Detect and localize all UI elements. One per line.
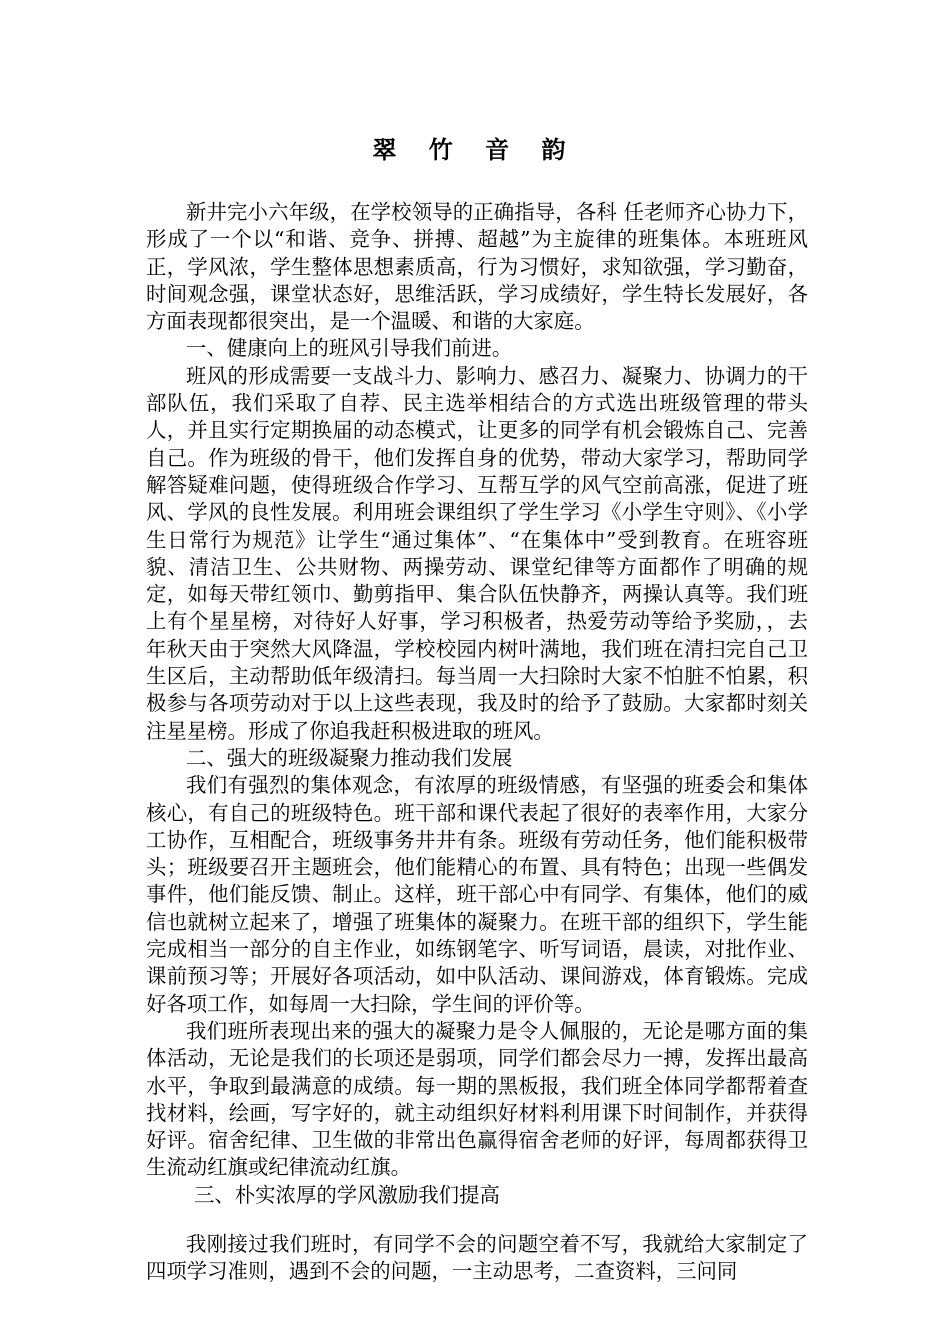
section-heading-1: 一、健康向上的班风引导我们前进。 xyxy=(186,336,513,361)
section-heading-3: 三、朴实浓厚的学风激励我们提高 xyxy=(194,1182,500,1207)
document-body xyxy=(146,199,808,1286)
intro-paragraph: 新井完小六年级，在学校领导的正确指导，各科 任老师齐心协力下，形成了一个以“和谐、竞争、拼搏、超越”为主旋律的班集体。本班班风正，学风浓，学生整体思想素质高，行为习惯好，求知欲强，学习勤奋，时间观念强，课堂状态好，思维活跃，学习成绩好，学生特长发展好，各方面表现都很突出，是一个温暖、和谐的大家庭。 xyxy=(146,200,808,334)
section-heading-2: 二、强大的班级凝聚力推动我们发展 xyxy=(186,745,513,770)
section-spacer xyxy=(146,1209,808,1231)
section-1-paragraph: 班风的形成需要一支战斗力、影响力、感召力、凝聚力、协调力的干部队伍，我们采取了自荐、民主选举相结合的方式选出班级管理的带头人，并且实行定期换届的动态模式，让更多的同学有机会锻炼自己、完善自己。作为班级的骨干，他们发挥自身的优势，带动大家学习，帮助同学解答疑难问题，使得班级合作学习、互帮互学的风气空前高涨，促进了班风、学风的良性发展。利用班会课组织了学生学习《小学生守则》、《小学生日常行为规范》让学生“通过集体”、“在集体中”受到教育。在班容班貌、清洁卫生、公共财物、两操劳动、课堂纪律等方面都作了明确的规定，如每天带红领巾、勤剪指甲、集合队伍快静齐，两操认真等。我们班上有个星星榜，对待好人好事，学习积极者，热爱劳动等给予奖励，，去年秋天由于突然大风降温，学校校园内树叶满地，我们班在清扫完自己卫生区后，主动帮助低年级清扫。每当周一大扫除时大家不怕脏不怕累，积极参与各项劳动对于以上这些表现，我及时的给予了鼓励。大家都时刻关注星星榜。形成了你追我赶积极进取的班风。 xyxy=(146,363,808,743)
section-2-paragraph-2: 我们班所表现出来的强大的凝聚力是令人佩服的，无论是哪方面的集体活动，无论是我们的长项还是弱项，同学们都会尽力一搏，发挥出最高水平，争取到最满意的成绩。每一期的黑板报，我们班全体同学都帮着查找材料，绘画，写字好的，就主动组织好材料利用课下时间制作，并获得好评。宿舍纪律、卫生做的非常出色赢得宿舍老师的好评，每周都获得卫生流动红旗或纪律流动红旗。 xyxy=(146,1018,808,1180)
document-title: 翠 竹 音 韵 xyxy=(372,135,578,164)
section-3-paragraph: 我刚接过我们班时，有同学不会的问题空着不写，我就给大家制定了四项学习准则，遇到不会的问题，一主动思考，二查资料，三问同 xyxy=(146,1231,808,1284)
section-2-paragraph-1: 我们有强烈的集体观念，有浓厚的班级情感，有坚强的班委会和集体核心，有自己的班级特色。班干部和课代表起了很好的表率作用，大家分工协作，互相配合，班级事务井井有条。班级有劳动任务，他们能积极带头；班级要召开主题班会，他们能精心的布置、具有特色；出现一些偶发事件，他们能反馈、制止。这样，班干部心中有同学、有集体，他们的威信也就树立起来了，增强了班集体的凝聚力。在班干部的组织下，学生能完成相当一部分的自主作业，如练钢笔字、听写词语，晨读，对批作业、课前预习等；开展好各项活动，如中队活动、课间游戏，体育锻炼。完成好各项工作，如每周一大扫除，学生间的评价等。 xyxy=(146,773,808,1016)
